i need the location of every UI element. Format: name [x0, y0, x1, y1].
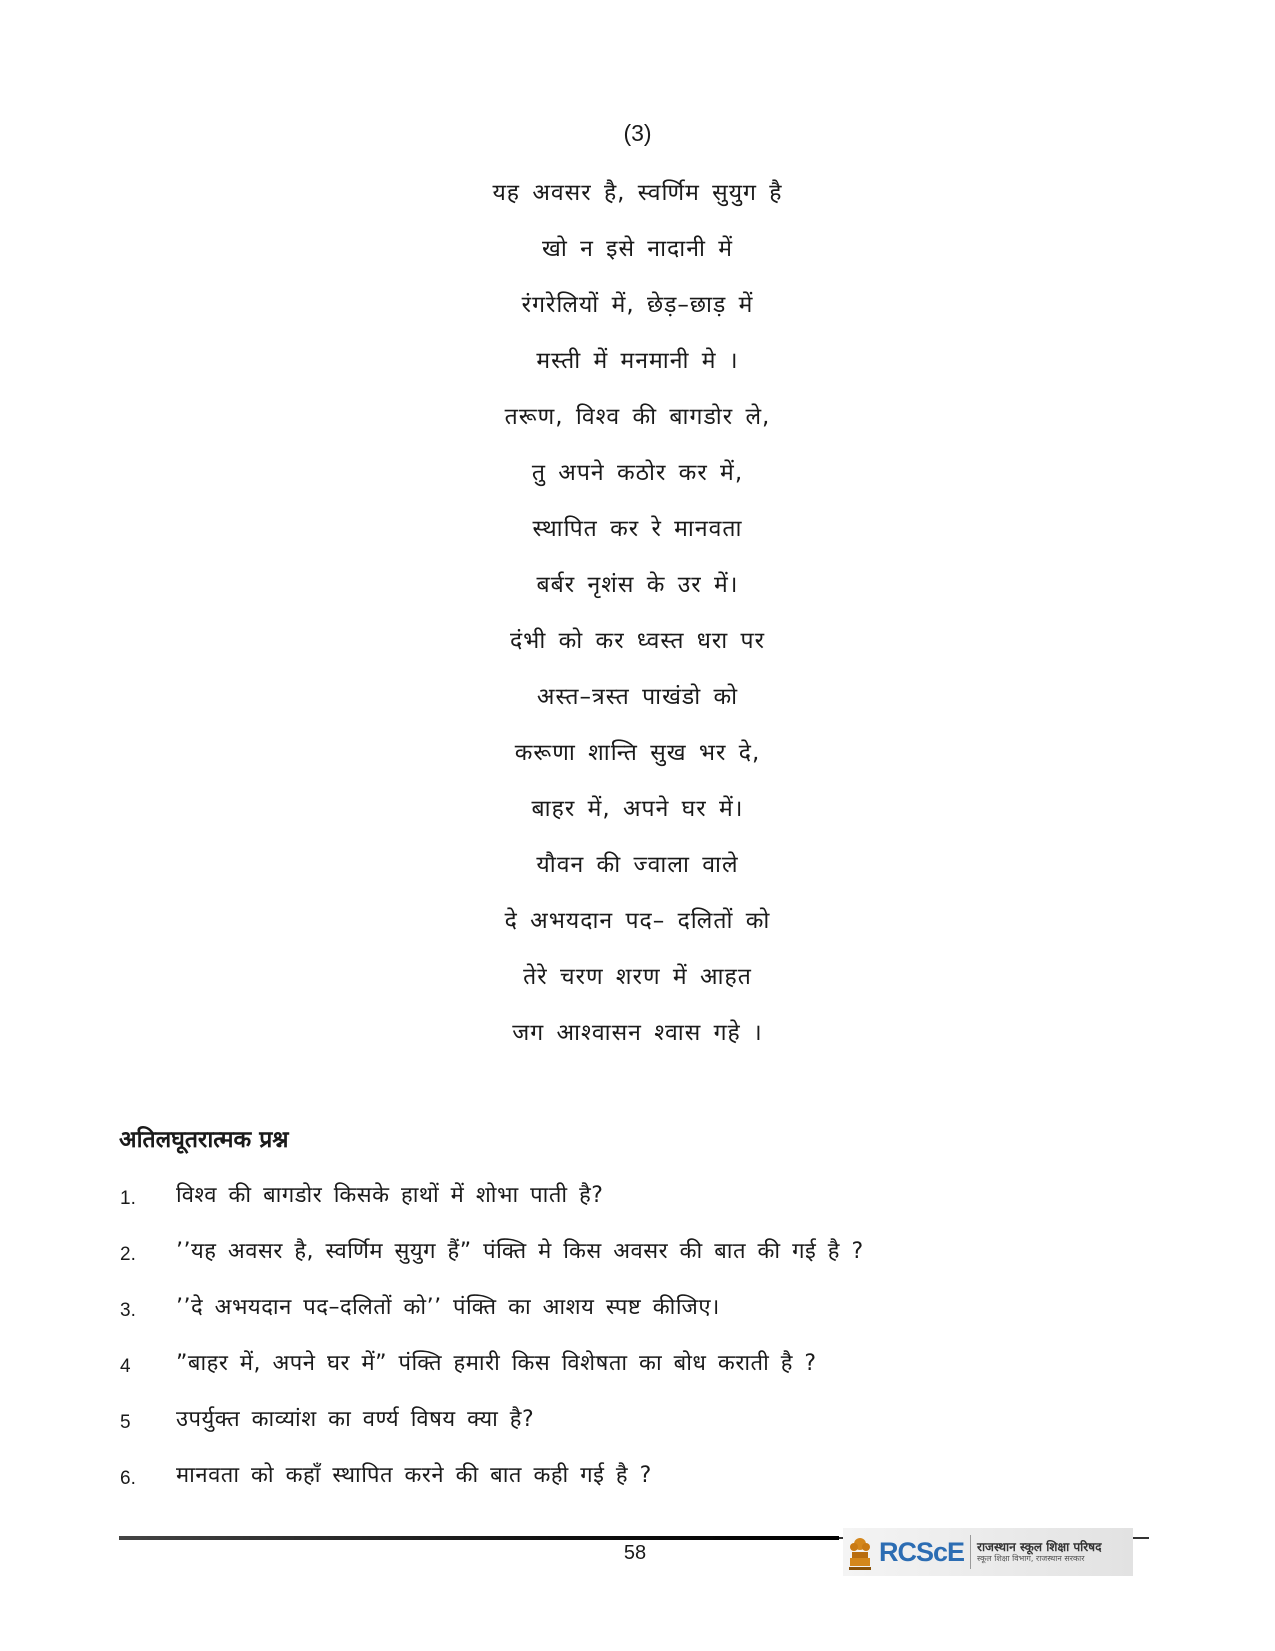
- stanza-number: (3): [623, 120, 652, 146]
- poem-line: तरूण, विश्व की बागडोर ले,: [504, 404, 771, 430]
- poem-line: बर्बर नृशंस के उर में।: [536, 572, 739, 598]
- question-item: [0, 1392, 1275, 1448]
- poem-line: स्थापित कर रे मानवता: [532, 516, 743, 542]
- poem-line: अस्त–त्रस्त पाखंडो को: [536, 684, 739, 710]
- question-text: विश्व की बागडोर किसके हाथों में शोभा पाती है?: [176, 1183, 604, 1208]
- logo-subtitle: स्कूल शिक्षा विभाग, राजस्थान सरकार: [977, 1554, 1085, 1564]
- question-number: 1.: [120, 1188, 136, 1209]
- question-list: [0, 1168, 1275, 1504]
- poem-line: तु अपने कठोर कर में,: [531, 460, 744, 486]
- logo-text-group: [977, 1541, 1101, 1564]
- logo-separator: [970, 1535, 971, 1569]
- state-emblem-icon: [845, 1530, 875, 1574]
- poem-line: बाहर में, अपने घर में।: [531, 796, 744, 822]
- poem-line: तेरे चरण शरण में आहत: [523, 964, 752, 990]
- footer-divider: [119, 1536, 839, 1540]
- question-item: [0, 1280, 1275, 1336]
- question-number: 4: [120, 1356, 131, 1377]
- question-number: 2.: [120, 1244, 136, 1265]
- page-number: 58: [623, 1542, 647, 1564]
- question-item: [0, 1224, 1275, 1280]
- rcsce-logo: [843, 1528, 1133, 1576]
- poem-line: रंगरेलियों में, छेड़–छाड़ में: [521, 292, 754, 318]
- question-item: [0, 1168, 1275, 1224]
- question-number: 3.: [120, 1300, 136, 1321]
- question-text: ”बाहर में, अपने घर में” पंक्ति हमारी किस विशेषता का बोध कराती है ?: [176, 1351, 817, 1376]
- logo-title: राजस्थान स्कूल शिक्षा परिषद: [977, 1539, 1102, 1554]
- poem-line: यह अवसर है, स्वर्णिम सुयुग है: [492, 180, 783, 206]
- logo-abbreviation: RCScE: [879, 1536, 965, 1567]
- poem-line: खो न इसे नादानी में: [542, 236, 733, 262]
- poem-line: दंभी को कर ध्वस्त धरा पर: [509, 628, 766, 654]
- poem-stanza: [0, 165, 1275, 1061]
- poem-line: जग आश्वासन श्वास गहे ।: [512, 1020, 763, 1046]
- question-text: उपर्युक्त काव्यांश का वर्ण्य विषय क्या है?: [176, 1407, 535, 1432]
- question-item: [0, 1336, 1275, 1392]
- question-item: [0, 1448, 1275, 1504]
- question-text: मानवता को कहाँ स्थापित करने की बात कही गई है ?: [176, 1463, 652, 1488]
- section-heading: अतिलघूतरात्मक प्रश्न: [119, 1127, 289, 1153]
- poem-line: करूणा शान्ति सुख भर दे,: [514, 740, 761, 766]
- question-text: ’’दे अभयदान पद–दलितों को’’ पंक्ति का आशय स्पष्ट कीजिए।: [176, 1295, 720, 1320]
- poem-line: यौवन की ज्वाला वाले: [536, 852, 739, 878]
- poem-line: मस्ती में मनमानी मे ।: [536, 348, 739, 374]
- poem-line: दे अभयदान पद– दलितों को: [504, 908, 771, 934]
- question-text: ’’यह अवसर है, स्वर्णिम सुयुग हैं” पंक्ति मे किस अवसर की बात की गई है ?: [176, 1239, 864, 1264]
- question-number: 6.: [120, 1468, 136, 1489]
- question-number: 5: [120, 1412, 131, 1433]
